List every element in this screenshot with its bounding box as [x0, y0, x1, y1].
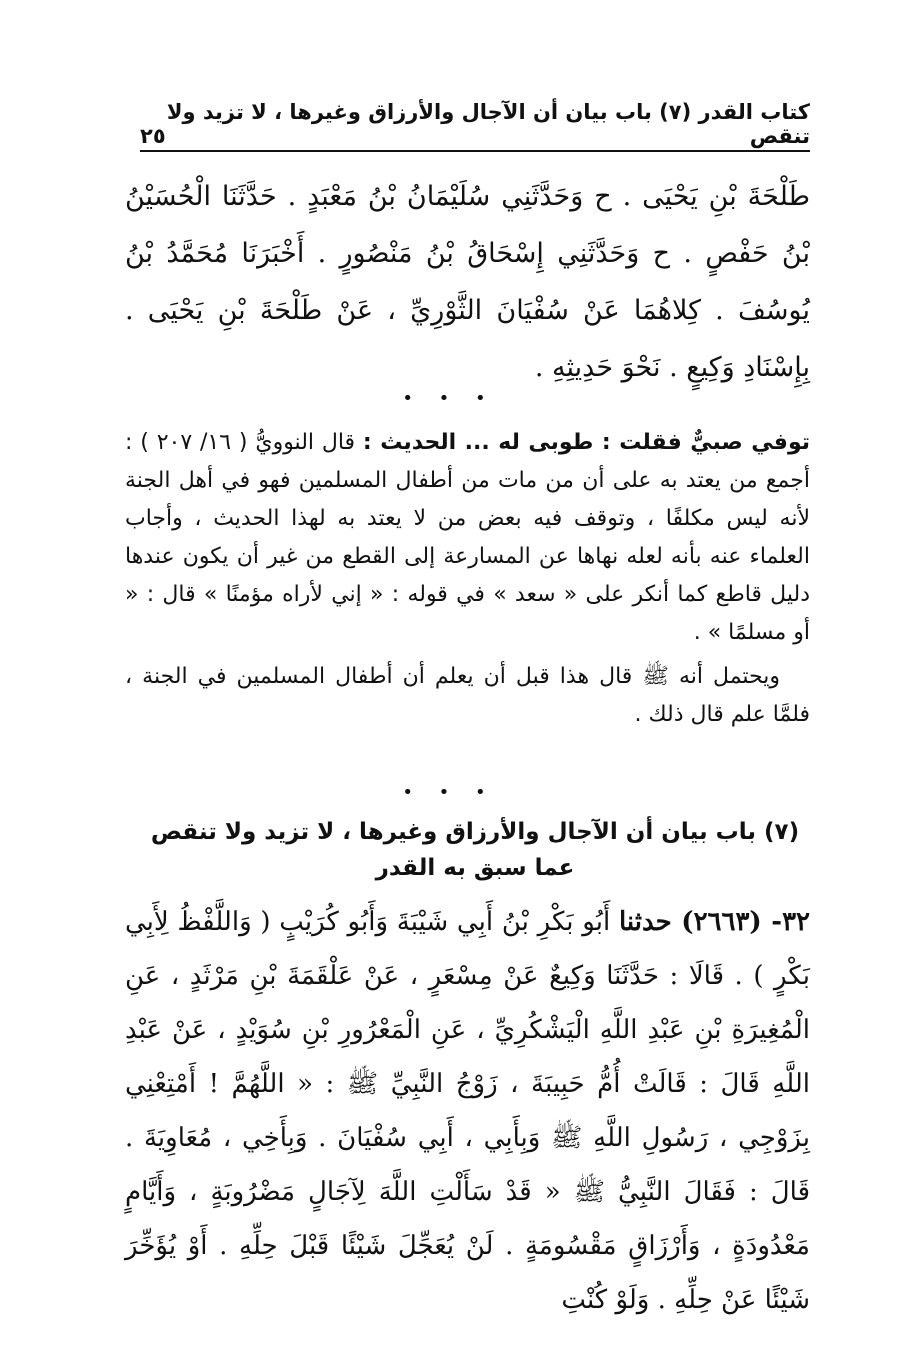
chapter-title-line-1: (٧) باب بيان أن الآجال والأرزاق وغيرها ، لا تزيد ولا تنقص: [150, 819, 800, 845]
page-number: ٢٥: [140, 124, 166, 148]
note-paragraph-2: ويحتمل أنه ﷺ قال هذا قبل أن يعلم أن أطفال المسلمين في الجنة ، فلمَّا علم قال ذلك .: [125, 664, 810, 727]
hadith-continuation: طَلْحَةَ بْنِ يَحْيَى . ح وَحَدَّثَنِي سُلَيْمَانُ بْنُ مَعْبَدٍ . حَدَّثَنَا الْحُسَيْنُ بْنُ حَفْصٍ . ح وَحَدَّثَنِي إِسْحَاقُ بْنُ مَنْصُورٍ . أَخْبَرَنَا مُحَمَّدُ بْنُ يُوسُفَ . كِلاهُمَا عَنْ سُفْيَانَ الثَّوْرِيِّ ، عَنْ طَلْحَةَ بْنِ يَحْيَى . بِإِسْنَادِ وَكِيعٍ . نَحْوَ حَدِيثِهِ .: [125, 181, 810, 383]
note-lead: توفي صبيٌّ فقلت : طوبى له ... الحديث :: [362, 430, 810, 455]
hadith-body: أَبُو بَكْرِ بْنُ أَبِي شَيْبَةَ وَأَبُو كُرَيْبٍ ( وَاللَّفْظُ لِأَبِي بَكْرٍ ) . قَالَا : حَدَّثَنَا وَكِيعٌ عَنْ مِسْعَرٍ ، عَنْ عَلْقَمَةَ بْنِ مَرْثَدٍ ، عَنِ الْمُغِيرَةِ بْنِ عَبْدِ اللَّهِ الْيَشْكُرِيِّ ، عَنِ الْمَعْرُورِ بْنِ سُوَيْدٍ ، عَنْ عَبْدِ اللَّهِ قَالَ : قَالَتْ أُمُّ حَبِيبَةَ ، زَوْجُ النَّبِيِّ ﷺ : « اللَّهُمَّ ! أَمْتِعْنِي بِزَوْجِي ، رَسُولِ اللَّهِ ﷺ وَبِأَبِي ، أَبِي سُفْيَانَ . وَبِأَخِي ، مُعَاوِيَةَ . قَالَ : فَقَالَ النَّبِيُّ ﷺ « قَدْ سَأَلْتِ اللَّهَ لِآجَالٍ مَضْرُوبَةٍ ، وَأَيَّامٍ مَعْدُودَةٍ ، وَأَرْزَاقٍ مَقْسُومَةٍ . لَنْ يُعَجِّلَ شَيْئًا قَبْلَ حِلِّهِ . أَوْ يُؤَخِّرَ شَيْئًا عَنْ حِلِّهِ . وَلَوْ كُنْتِ: [125, 907, 810, 1315]
running-header: [140, 100, 810, 148]
commentary-note: [125, 424, 810, 734]
chapter-heading: [140, 814, 810, 886]
hadith-number: ٣٢- (٢٦٦٣): [681, 907, 810, 937]
section-separator: • • •: [402, 782, 496, 803]
running-title: كتاب القدر (٧) باب بيان أن الآجال والأرزاق وغيرها ، لا تزيد ولا تنقص: [166, 100, 810, 148]
chapter-title-line-2: عما سبق به القدر: [375, 855, 575, 881]
section-separator: • • •: [402, 388, 496, 409]
header-rule: [140, 150, 810, 152]
note-intro: قال النوويُّ ( ١٦/ ٢٠٧ ) : أجمع من يعتد به على أن من مات من أطفال المسلمين فهو في أهل الجنة لأنه ليس مكلفًا ، وتوقف فيه بعض من لا يعتد به لهذا الحديث ، وأجاب العلماء عنه بأنه لعله نهاها عن المسارعة إلى القطع من غير أن يكون عندها دليل قاطع كما أنكر على « سعد » في قوله : « إني لأراه مؤمنًا » قال : « أو مسلمًا » .: [125, 430, 810, 645]
hadith-narrated: حدثنا: [618, 907, 682, 937]
note-paragraph-1: [125, 424, 810, 652]
hadith-text: [125, 895, 810, 1327]
